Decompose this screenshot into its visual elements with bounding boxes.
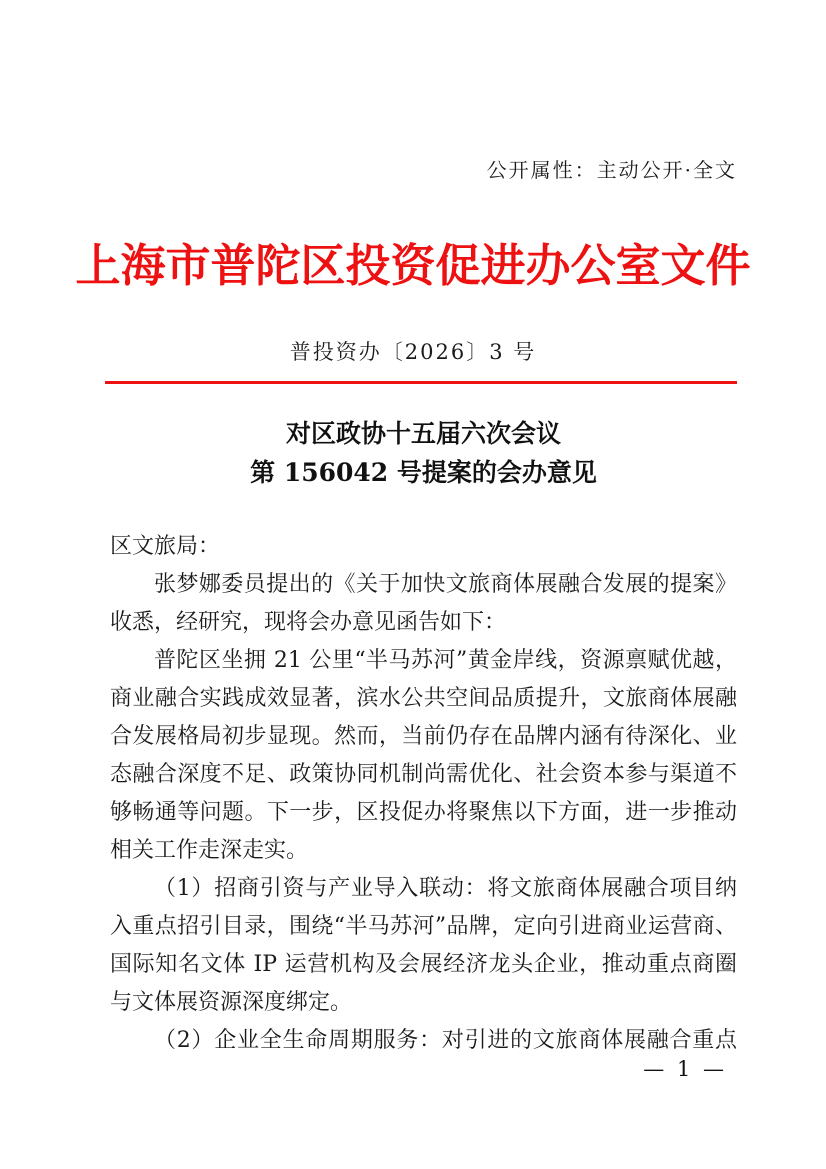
body-line: 张梦娜委员提出的《关于加快文旅商体展融合发展的提案》 (154, 572, 737, 597)
document-title-line2: 第 156042 号提案的会办意见 (250, 458, 597, 487)
body-line: 商业融合实践成效显著，滨水公共空间品质提升，文旅商体展融 (110, 686, 737, 711)
document-number: 普投资办〔2026〕3 号 (289, 340, 537, 364)
document-title-line1: 对区政协十五届六次会议 (285, 419, 561, 448)
body-line: （1）招商引资与产业导入联动：将文旅商体展融合项目纳 (154, 876, 737, 901)
body-line: 态融合深度不足、政策协同机制尚需优化、社会资本参与渠道不 (110, 762, 737, 787)
body-line: 入重点招引目录，围绕“半马苏河”品牌，定向引进商业运营商、 (110, 914, 737, 939)
document-title (110, 414, 737, 492)
body-line: 国际知名文体 IP 运营机构及会展经济龙头企业，推动重点商圈 (110, 952, 737, 977)
letterhead-divider-line (105, 381, 737, 384)
body-line: 与文体展资源深度绑定。 (110, 990, 353, 1015)
agency-letterhead-title: 上海市普陀区投资促进办公室文件 (75, 239, 751, 292)
body-line: 普陀区坐拥 21 公里“半马苏河”黄金岸线，资源禀赋优越， (154, 648, 737, 673)
body-line: 收悉，经研究，现将会办意见函告如下： (110, 610, 507, 635)
body-line: 区文旅局： (110, 534, 221, 559)
body-line: （2）企业全生命周期服务：对引进的文旅商体展融合重点 (154, 1028, 737, 1053)
disclosure-attribute-label: 公开属性：主动公开·全文 (486, 158, 737, 182)
body-line: 合发展格局初步显现。然而，当前仍存在品牌内涵有待深化、业 (110, 724, 737, 749)
page-number: — 1 — (643, 1057, 727, 1081)
body-line: 够畅通等问题。下一步，区投促办将聚焦以下方面，进一步推动 (110, 800, 737, 825)
document-body (110, 528, 737, 1060)
body-line: 相关工作走深走实。 (110, 838, 309, 863)
